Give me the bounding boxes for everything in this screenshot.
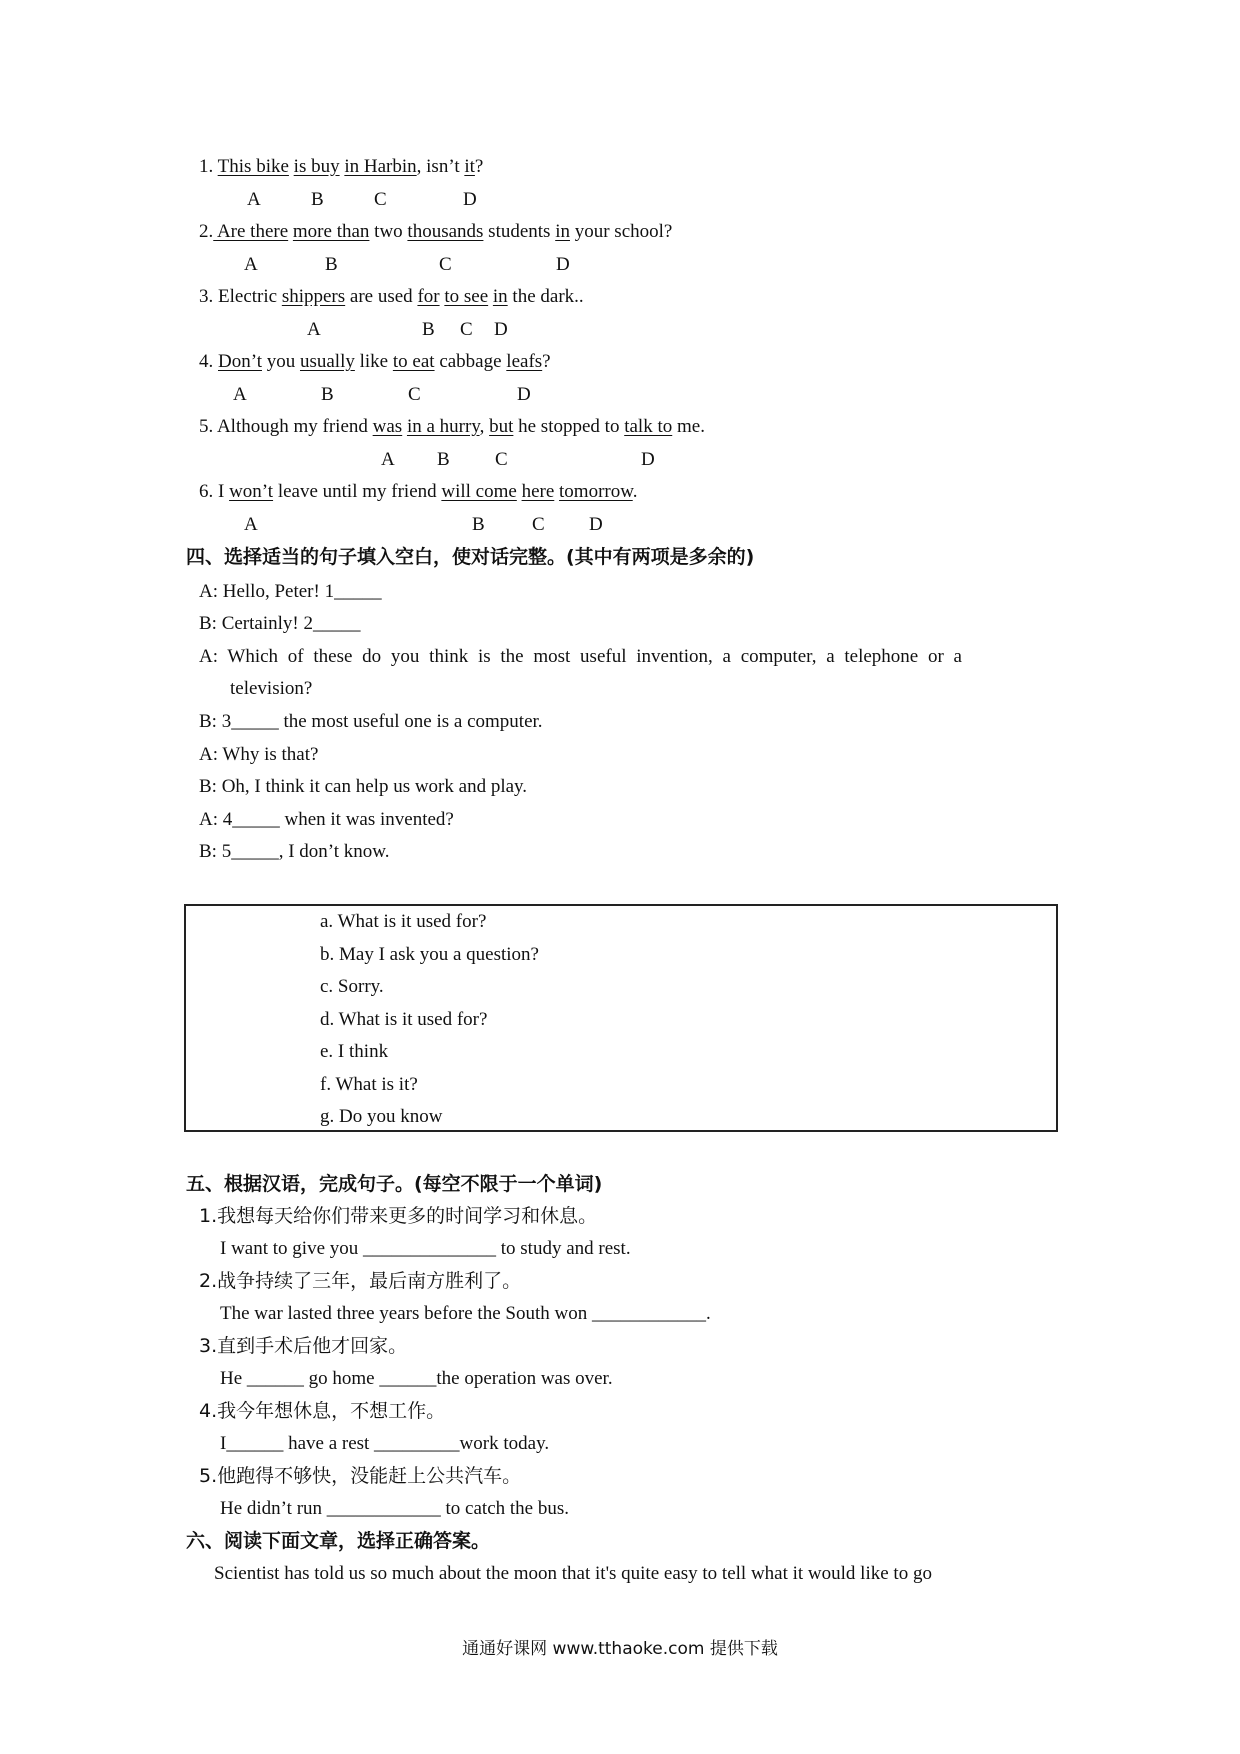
sentence-text: , isn’t [416, 156, 465, 177]
choice-letter: A [244, 254, 258, 275]
sentence-text: 4. [199, 351, 218, 372]
choice-letter: C [532, 514, 545, 535]
english-sentence: He didn’t run ____________ to catch the bus. [220, 1498, 569, 1519]
sentence-text: me. [672, 416, 705, 437]
choice-letter: D [641, 449, 655, 470]
chinese-prompt: 5.他跑得不够快，没能赶上公共汽车。 [199, 1465, 522, 1487]
underlined-segment: talk to [624, 416, 673, 437]
choice-letter: A [381, 449, 395, 470]
sentence-text: are used [345, 286, 418, 307]
underlined-segment: more than [292, 221, 370, 242]
choice-letter: B [437, 449, 450, 470]
choice-letter: D [517, 384, 531, 405]
choice-letter: A [233, 384, 247, 405]
section5-heading: 五、根据汉语，完成句子。(每空不限于一个单词) [186, 1173, 603, 1195]
underlined-segment: tomorrow [559, 481, 633, 502]
option-item: c. Sorry. [320, 976, 384, 997]
error-item-sentence [199, 220, 672, 244]
option-item: a. What is it used for? [320, 911, 487, 932]
underlined-segment: here [521, 481, 555, 502]
underlined-segment: to eat [392, 351, 435, 372]
page-footer: 通通好课网 www.tthaoke.com 提供下载 [462, 1639, 778, 1659]
dialogue-line: A: Hello, Peter! 1_____ [199, 581, 382, 602]
choice-letter: D [463, 189, 477, 210]
sentence-text: leave until my friend [273, 481, 442, 502]
english-sentence: I______ have a rest _________work today. [220, 1433, 550, 1454]
dialogue-line: A: 4_____ when it was invented? [199, 809, 454, 830]
choice-letter: A [247, 189, 261, 210]
english-sentence: He ______ go home ______the operation was over. [220, 1368, 613, 1389]
chinese-prompt: 1.我想每天给你们带来更多的时间学习和休息。 [199, 1205, 598, 1227]
choice-letter: D [589, 514, 603, 535]
choice-letter: B [321, 384, 334, 405]
dialogue-line: television? [230, 678, 313, 699]
option-item: d. What is it used for? [320, 1009, 488, 1030]
sentence-text: 5. Although my friend [199, 416, 373, 437]
underlined-segment: Are there [213, 221, 289, 242]
underlined-segment: in [555, 221, 570, 242]
sentence-text: you [261, 351, 300, 372]
choice-letter: C [374, 189, 387, 210]
option-item: b. May I ask you a question? [320, 944, 539, 965]
dialogue-line: A: Which of these do you think is the most useful invention, a computer, a telephone or a [199, 646, 962, 667]
underlined-segment: won’t [229, 481, 274, 502]
dialogue-line: B: Certainly! 2_____ [199, 613, 361, 634]
dialogue-line: B: 5_____, I don’t know. [199, 841, 390, 862]
underlined-segment: in a hurry [406, 416, 480, 437]
underlined-segment: leafs [506, 351, 543, 372]
underlined-segment: it [464, 156, 475, 177]
dialogue-line: B: Oh, I think it can help us work and play. [199, 776, 528, 797]
sentence-text: . [632, 481, 638, 502]
option-item: e. I think [320, 1041, 389, 1062]
sentence-text: like [354, 351, 393, 372]
underlined-segment: Don’t [218, 351, 262, 372]
sentence-text: two [369, 221, 408, 242]
underlined-segment: in [492, 286, 508, 307]
underlined-segment: in Harbin [344, 156, 417, 177]
sentence-text: 3. Electric [199, 286, 282, 307]
underlined-segment: shippers [281, 286, 346, 307]
choice-letter: B [311, 189, 324, 210]
choice-letter: B [325, 254, 338, 275]
underlined-segment: will come [441, 481, 517, 502]
sentence-text: 6. I [199, 481, 230, 502]
choice-letter: A [307, 319, 321, 340]
error-item-sentence [199, 415, 705, 439]
choice-letter: C [408, 384, 421, 405]
choice-letter: B [422, 319, 435, 340]
sentence-text: your school? [569, 221, 673, 242]
reading-passage: Scientist has told us so much about the moon that it's quite easy to tell what it would like to go [214, 1563, 932, 1584]
sentence-text: 2. [199, 221, 214, 242]
underlined-segment: was [372, 416, 403, 437]
choice-letter: C [460, 319, 473, 340]
dialogue-line: B: 3_____ the most useful one is a computer. [199, 711, 543, 732]
sentence-text: 1. [199, 156, 218, 177]
sentence-text: ? [474, 156, 484, 177]
chinese-prompt: 2.战争持续了三年，最后南方胜利了。 [199, 1270, 522, 1292]
english-sentence: The war lasted three years before the South won ____________. [220, 1303, 711, 1324]
options-box [184, 904, 1058, 1132]
choice-letter: A [244, 514, 258, 535]
dialogue-line: A: Why is that? [199, 744, 319, 765]
choice-letter: C [495, 449, 508, 470]
sentence-text: ? [542, 351, 551, 372]
english-sentence: I want to give you ______________ to study and rest. [220, 1238, 631, 1259]
error-item-sentence [199, 285, 584, 309]
choice-letter: D [556, 254, 570, 275]
sentence-text: cabbage [434, 351, 507, 372]
choice-letter: C [439, 254, 452, 275]
sentence-text: students [483, 221, 556, 242]
underlined-segment: This bike [217, 156, 289, 177]
underlined-segment: for [417, 286, 440, 307]
error-item-sentence [199, 350, 551, 374]
error-item-sentence [199, 155, 483, 179]
section6-heading: 六、阅读下面文章，选择正确答案。 [186, 1530, 491, 1552]
error-item-sentence [199, 480, 637, 504]
option-item: f. What is it? [320, 1074, 418, 1095]
underlined-segment: but [489, 416, 514, 437]
underlined-segment: to see [444, 286, 489, 307]
sentence-text: he stopped to [513, 416, 625, 437]
choice-letter: D [494, 319, 508, 340]
section4-heading: 四、选择适当的句子填入空白，使对话完整。(其中有两项是多余的) [186, 546, 755, 568]
choice-letter: B [472, 514, 485, 535]
underlined-segment: is buy [293, 156, 340, 177]
underlined-segment: usually [299, 351, 355, 372]
underlined-segment: thousands [407, 221, 484, 242]
chinese-prompt: 4.我今年想休息，不想工作。 [199, 1400, 446, 1422]
sentence-text: the dark.. [507, 286, 584, 307]
option-item: g. Do you know [320, 1106, 443, 1127]
sentence-text: , [479, 416, 490, 437]
chinese-prompt: 3.直到手术后他才回家。 [199, 1335, 408, 1357]
